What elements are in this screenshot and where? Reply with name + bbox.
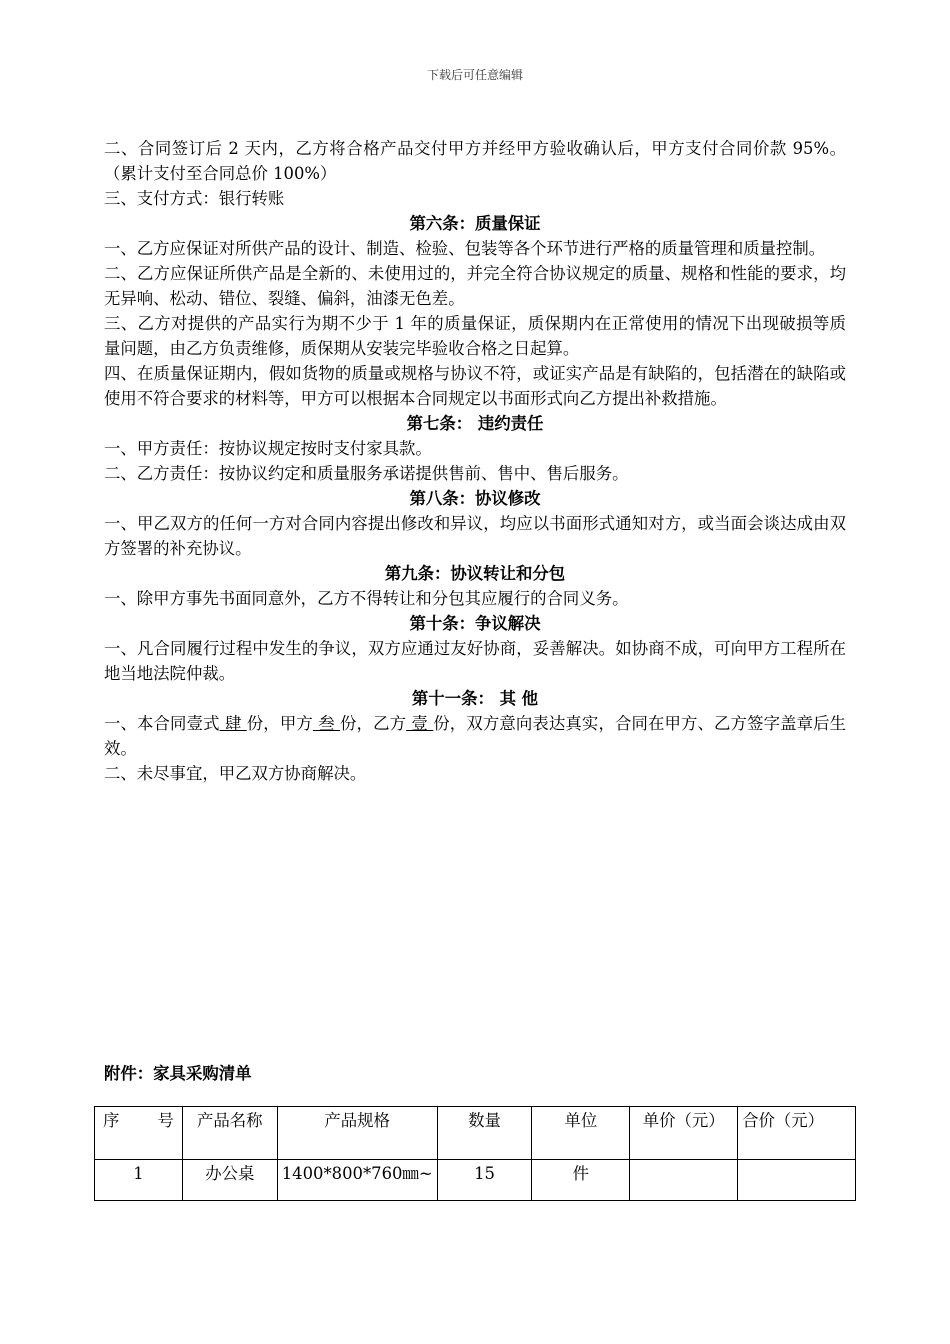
cell-unit: 件 [532,1160,630,1201]
clause-paragraph: 一、除甲方事先书面同意外，乙方不得转让和分包其应履行的合同义务。 [104,589,629,608]
section-heading: 第九条：协议转让和分包 [384,564,566,583]
col-seq-a: 序 [103,1111,120,1130]
col-price: 单价（元） [630,1107,738,1160]
purchase-list-table [94,1106,856,1201]
cell-seq: 1 [95,1160,183,1201]
copies-post: 份，双方意向表达真实，合同在甲方、乙方签字盖章后生效。 [104,714,847,758]
cell-spec: 1400*800*760㎜~ [277,1160,437,1201]
table-row [95,1160,856,1201]
cell-name: 办公桌 [182,1160,277,1201]
section-heading: 第十一条： 其 他 [411,689,539,708]
col-spec: 产品规格 [277,1107,437,1160]
table-header-row [95,1107,856,1160]
clause-paragraph: 一、凡合同履行过程中发生的争议，双方应通过友好协商，妥善解决。如协商不成，可向甲方工程所在地当地法院仲裁。 [104,639,846,683]
section-heading: 第六条：质量保证 [409,214,541,233]
col-qty: 数量 [437,1107,532,1160]
copies-mid1: 份，甲方 [246,714,313,733]
clause-paragraph: 二、乙方应保证所供产品是全新的、未使用过的，并完全符合协议规定的质量、规格和性能的要求，均无异响、松动、错位、裂缝、偏斜，油漆无色差。 [104,264,846,308]
col-unit: 单位 [532,1107,630,1160]
clause-paragraph: 二、合同签订后 2 天内，乙方将合格产品交付甲方并经甲方验收确认后，甲方支付合同价款 95%。（累计支付至合同总价 100%） [104,139,846,183]
last-clause: 二、未尽事宜，甲乙双方协商解决。 [104,764,367,783]
copies-mid2: 份，乙方 [340,714,407,733]
clause-paragraph: 四、在质量保证期内，假如货物的质量或规格与协议不符，或证实产品是有缺陷的，包括潜在的缺陷或使用不符合要求的材料等，甲方可以根据本合同规定以书面形式向乙方提出补救措施。 [104,364,846,408]
section-heading: 第八条：协议修改 [409,489,541,508]
clause-paragraph: 三、乙方对提供的产品实行为期不少于 1 年的质量保证，质保期内在正常使用的情况下出现破损等质量问题，由乙方负责维修，质保期从安装完毕验收合格之日起算。 [104,314,846,358]
cell-total [738,1160,856,1201]
col-seq-b: 号 [157,1111,174,1130]
copies-clause [104,711,846,761]
appendix-title: 附件：家具采购清单 [104,1064,252,1083]
clause-paragraph: 一、乙方应保证对所供产品的设计、制造、检验、包装等各个环节进行严格的质量管理和质量控制。 [104,239,826,258]
col-total: 合价（元） [738,1107,856,1160]
section-heading: 第七条： 违约责任 [406,414,544,433]
clause-list [104,136,846,711]
copies-party-b: 壹 [406,714,434,733]
col-name: 产品名称 [182,1107,277,1160]
copies-pre: 一、本合同壹式 [104,714,220,733]
clause-paragraph: 二、乙方责任：按协议约定和质量服务承诺提供售前、售中、售后服务。 [104,464,629,483]
clause-paragraph: 一、甲方责任：按协议规定按时支付家具款。 [104,439,432,458]
clause-paragraph: 三、支付方式：银行转账 [104,189,285,208]
section-heading: 第十条：争议解决 [409,614,541,633]
copies-total: 肆 [219,714,247,733]
clause-paragraph: 一、甲乙双方的任何一方对合同内容提出修改和异议，均应以书面形式通知对方，或当面会谈达成由双方签署的补充协议。 [104,514,846,558]
cell-price [630,1160,738,1201]
cell-qty: 15 [437,1160,532,1201]
copies-party-a: 叁 [312,714,341,733]
contract-body [104,136,846,786]
col-seq [95,1107,183,1160]
page-header: 下载后可任意编辑 [426,68,523,82]
